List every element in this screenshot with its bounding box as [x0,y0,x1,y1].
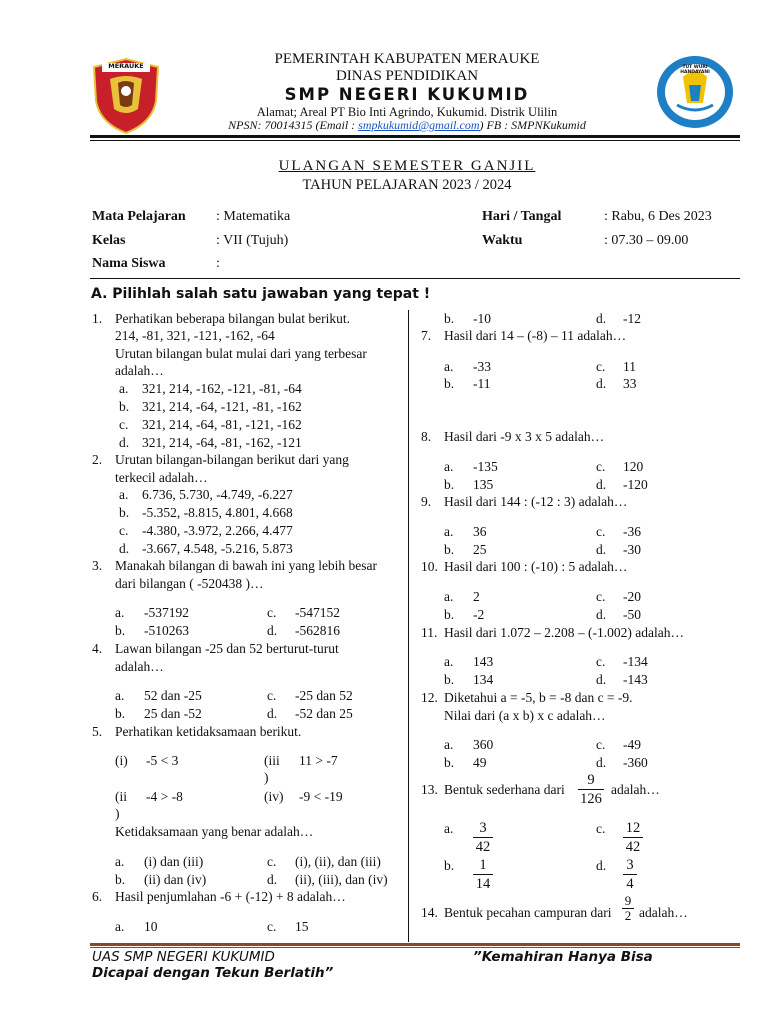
q8-option-d[interactable]: -120 [623,477,648,492]
q1-option-b[interactable]: 321, 214, -64, -121, -81, -162 [142,399,302,414]
q2-number: 2. [92,452,103,467]
q4-option-c[interactable]: -25 dan 52 [295,688,353,703]
q12-option-a[interactable]: 360 [473,737,494,752]
q1-option-label[interactable]: a. [119,381,129,396]
q9-option-label[interactable]: b. [444,542,455,557]
q10-option-b[interactable]: -2 [473,607,485,622]
q12-option-label[interactable]: c. [596,737,606,752]
q5-text: Perhatikan ketidaksamaan berikut. [115,724,302,739]
q1-text: 214, -81, 321, -121, -162, -64 [115,328,275,343]
q14-number: 14. [421,905,438,920]
q9-option-d[interactable]: -30 [623,542,641,557]
footer-divider [90,943,740,946]
fraction-denominator: 2 [624,908,632,923]
q1-text: Urutan bilangan bulat mulai dari yang terbesar [115,346,367,361]
q10-option-c[interactable]: -20 [623,589,641,604]
q9-text: Hasil dari 144 : (-12 : 3) adalah… [444,494,628,509]
subject-label: Mata Pelajaran [92,209,186,224]
q10-option-d[interactable]: -50 [623,607,641,622]
fraction-numerator: 1 [473,856,493,875]
q2-option-label[interactable]: c. [119,523,129,538]
q6-option-a[interactable]: 10 [144,919,158,934]
q5-option-label[interactable]: c. [267,854,277,869]
time-value: : 07.30 – 09.00 [604,233,689,248]
q11-number: 11. [421,625,438,640]
q3-text: dari bilangan ( -520438 )… [115,576,264,591]
q2-option-a[interactable]: 6.736, 5.730, -4.749, -6.227 [142,487,293,502]
subject-value: : Matematika [216,209,291,224]
q7-number: 7. [421,328,432,343]
q8-option-a[interactable]: -135 [473,459,498,474]
q5-statement-label: (iii [264,753,280,768]
q4-option-d[interactable]: -52 dan 25 [295,706,353,721]
header-divider-thin [90,140,740,141]
q7-option-label[interactable]: d. [596,376,607,391]
q14-text-end: adalah… [639,905,688,920]
q1-text: Perhatikan beberapa bilangan bulat berikut. [115,311,351,326]
q3-option-a[interactable]: -537192 [144,605,189,620]
q6-option-b[interactable]: -10 [473,311,491,326]
q6-option-label[interactable]: a. [115,919,125,934]
q3-option-label[interactable]: c. [267,605,277,620]
header-government: PEMERINTAH KABUPATEN MERAUKE [274,51,540,67]
q13-option-label[interactable]: c. [596,821,606,836]
q5-statement-label: (iv) [264,789,284,804]
q5-statement-label: ) [115,806,120,821]
q14-text: Bentuk pecahan campuran dari [444,905,612,920]
student-name-value[interactable]: : [216,256,220,271]
q7-option-label[interactable]: a. [444,359,454,374]
fraction-numerator: 9 [622,894,634,909]
q9-option-a[interactable]: 36 [473,524,487,539]
info-divider [90,278,740,279]
facebook-text: ) FB : SMPNKukumid [479,118,586,132]
q11-option-a[interactable]: 143 [473,654,494,669]
q6-option-label[interactable]: b. [444,311,455,326]
q6-option-c[interactable]: 15 [295,919,309,934]
q13-option-label[interactable]: d. [596,858,607,873]
q3-option-d[interactable]: -562816 [295,623,340,638]
fraction-numerator: 3 [623,856,637,875]
fraction-numerator: 12 [623,819,643,838]
merauke-logo [90,57,162,135]
column-divider [408,310,409,942]
q6-option-label[interactable]: c. [267,919,277,934]
q2-option-label[interactable]: a. [119,487,129,502]
time-label: Waktu [482,233,523,248]
fraction-numerator: 9 [578,771,604,790]
class-value: : VII (Tujuh) [216,233,289,248]
q4-option-label[interactable]: a. [115,688,125,703]
q12-text: Diketahui a = -5, b = -8 dan c = -9. [444,690,633,705]
footer-motto: ”Kemahiran Hanya Bisa [473,949,653,965]
day-label: Hari / Tangal [482,209,562,224]
q4-text: Lawan bilangan -25 dan 52 berturut-turut [115,641,339,656]
school-name: SMP NEGERI KUKUMID [284,85,530,104]
q10-text: Hasil dari 100 : (-10) : 5 adalah… [444,559,628,574]
q5-option-d[interactable]: (ii), (iii), dan (iv) [295,872,388,887]
q13-option-label[interactable]: a. [444,821,454,836]
q12-option-b[interactable]: 49 [473,755,487,770]
q5-statement: -9 < -19 [299,789,343,804]
q12-option-d[interactable]: -360 [623,755,648,770]
npsn-text: NPSN: 70014315 (Email : [228,118,359,132]
header-divider-thick [90,135,740,138]
q7-text: Hasil dari 14 – (-8) – 11 adalah… [444,328,627,343]
q5-statement-label: (i) [115,753,128,768]
q12-text: Nilai dari (a x b) x c adalah… [444,708,606,723]
q3-option-c[interactable]: -547152 [295,605,340,620]
q10-option-label[interactable]: a. [444,589,454,604]
q9-option-b[interactable]: 25 [473,542,487,557]
school-address: Alamat; Areal PT Bio Inti Agrindo, Kukumid. Distrik Ulilin [256,105,558,119]
q12-number: 12. [421,690,438,705]
q4-option-label[interactable]: c. [267,688,277,703]
footer-motto-continued: Dicapai dengan Tekun Berlatih” [92,965,334,981]
q6-text: Hasil penjumlahan -6 + (-12) + 8 adalah… [115,889,346,904]
q12-option-label[interactable]: d. [596,755,607,770]
q5-option-a[interactable]: (i) dan (iii) [144,854,204,869]
q8-number: 8. [421,429,432,444]
q3-number: 3. [92,558,103,573]
q4-option-a[interactable]: 52 dan -25 [144,688,202,703]
q9-option-label[interactable]: d. [596,542,607,557]
q13-option-d[interactable] [623,856,637,893]
q5-option-label[interactable]: b. [115,872,126,887]
q11-option-label[interactable]: d. [596,672,607,687]
q1-option-a[interactable]: 321, 214, -162, -121, -81, -64 [142,381,302,396]
q4-option-b[interactable]: 25 dan -52 [144,706,202,721]
fraction-denominator: 42 [625,839,641,855]
q13-option-a[interactable] [473,819,493,856]
email-link[interactable]: smpkukumid@gmail.com [358,118,480,132]
q11-option-b[interactable]: 134 [473,672,494,687]
q9-option-label[interactable]: a. [444,524,454,539]
q3-option-label[interactable]: b. [115,623,126,638]
q7-option-b[interactable]: -11 [473,376,491,391]
q5-statement: -5 < 3 [146,753,179,768]
q12-option-label[interactable]: a. [444,737,454,752]
q2-option-label[interactable]: d. [119,541,130,556]
q6-option-label[interactable]: d. [596,311,607,326]
q5-option-label[interactable]: d. [267,872,278,887]
q13-option-label[interactable]: b. [444,858,455,873]
q4-option-label[interactable]: d. [267,706,278,721]
q4-option-label[interactable]: b. [115,706,126,721]
q8-text: Hasil dari -9 x 3 x 5 adalah… [444,429,605,444]
merauke-logo-text: MERAUKE [108,62,144,70]
q5-statement-label: (ii [115,789,127,804]
q7-option-d[interactable]: 33 [623,376,637,391]
q8-option-label[interactable]: c. [596,459,606,474]
q8-option-label[interactable]: a. [444,459,454,474]
q5-option-c[interactable]: (i), (ii), dan (iii) [295,854,381,869]
fraction-denominator: 42 [475,839,491,855]
q1-option-label[interactable]: d. [119,435,130,450]
q5-option-label[interactable]: a. [115,854,125,869]
q13-option-b[interactable] [473,856,493,893]
q6-number: 6. [92,889,103,904]
q1-option-d[interactable]: 321, 214, -64, -81, -162, -121 [142,435,302,450]
q5-number: 5. [92,724,103,739]
q2-text: Urutan bilangan-bilangan berikut dari yang [115,452,349,467]
fraction-denominator: 126 [580,791,602,807]
q13-option-c[interactable] [623,819,643,856]
footer-exam-name: UAS SMP NEGERI KUKUMID [92,949,275,965]
q13-text-end: adalah… [611,782,660,797]
q11-option-label[interactable]: a. [444,654,454,669]
q4-text: adalah… [115,659,164,674]
q5-statement: -4 > -8 [146,789,183,804]
fraction-denominator: 14 [475,876,491,892]
q1-option-label[interactable]: b. [119,399,130,414]
q2-option-label[interactable]: b. [119,505,130,520]
q11-option-label[interactable]: b. [444,672,455,687]
q11-option-label[interactable]: c. [596,654,606,669]
q3-option-b[interactable]: -510263 [144,623,189,638]
q9-option-c[interactable]: -36 [623,524,641,539]
student-name-label: Nama Siswa [92,256,166,271]
q7-option-label[interactable]: c. [596,359,606,374]
q2-option-d[interactable]: -3.667, 4.548, -5.216, 5.873 [142,541,293,556]
q6-option-d[interactable]: -12 [623,311,641,326]
q2-text: terkecil adalah… [115,470,208,485]
class-label: Kelas [92,233,126,248]
q10-option-a[interactable]: 2 [473,589,480,604]
q7-option-label[interactable]: b. [444,376,455,391]
tut-wuri-logo-text: TUT WURI HANDAYANI [680,65,710,75]
q5-text: Ketidaksamaan yang benar adalah… [115,824,314,839]
q5-statement-label: ) [264,770,269,785]
q12-option-label[interactable]: b. [444,755,455,770]
section-a-instruction: A. Pilihlah salah satu jawaban yang tepat ! [91,286,431,302]
q13-fraction [578,771,604,808]
q9-option-label[interactable]: c. [596,524,606,539]
q13-text: Bentuk sederhana dari [444,782,565,797]
q8-option-label[interactable]: d. [596,477,607,492]
q10-option-label[interactable]: d. [596,607,607,622]
tut-wuri-handayani-logo [655,55,735,130]
q13-number: 13. [421,782,438,797]
day-value: : Rabu, 6 Des 2023 [604,209,712,224]
q1-number: 1. [92,311,103,326]
school-contact [200,118,614,133]
q1-option-c[interactable]: 321, 214, -64, -81, -121, -162 [142,417,302,432]
header-department: DINAS PENDIDIKAN [335,68,479,84]
q14-fraction [622,894,634,923]
q5-option-b[interactable]: (ii) dan (iv) [144,872,207,887]
q8-option-c[interactable]: 120 [623,459,644,474]
academic-year: TAHUN PELAJARAN 2023 / 2024 [302,177,512,193]
q8-option-label[interactable]: b. [444,477,455,492]
q7-option-c[interactable]: 11 [623,359,636,374]
q12-option-c[interactable]: -49 [623,737,641,752]
q11-option-d[interactable]: -143 [623,672,648,687]
q7-option-a[interactable]: -33 [473,359,491,374]
fraction-numerator: 3 [473,819,493,838]
q5-statement: 11 > -7 [299,753,338,768]
q8-option-b[interactable]: 135 [473,477,494,492]
q2-option-c[interactable]: -4.380, -3.972, 2.266, 4.477 [142,523,293,538]
q4-number: 4. [92,641,103,656]
q1-text: adalah… [115,363,164,378]
q2-option-b[interactable]: -5.352, -8.815, 4.801, 4.668 [142,505,293,520]
fraction-denominator: 4 [626,876,634,892]
q11-text: Hasil dari 1.072 – 2.208 – (-1.002) adalah… [444,625,684,640]
exam-title: ULANGAN SEMESTER GANJIL [278,158,536,174]
q1-option-label[interactable]: c. [119,417,129,432]
q3-text: Manakah bilangan di bawah ini yang lebih besar [115,558,378,573]
q3-option-label[interactable]: d. [267,623,278,638]
q11-option-c[interactable]: -134 [623,654,648,669]
q10-option-label[interactable]: b. [444,607,455,622]
q3-option-label[interactable]: a. [115,605,125,620]
footer-divider-thin [90,947,740,948]
q10-option-label[interactable]: c. [596,589,606,604]
q9-number: 9. [421,494,432,509]
q10-number: 10. [421,559,438,574]
